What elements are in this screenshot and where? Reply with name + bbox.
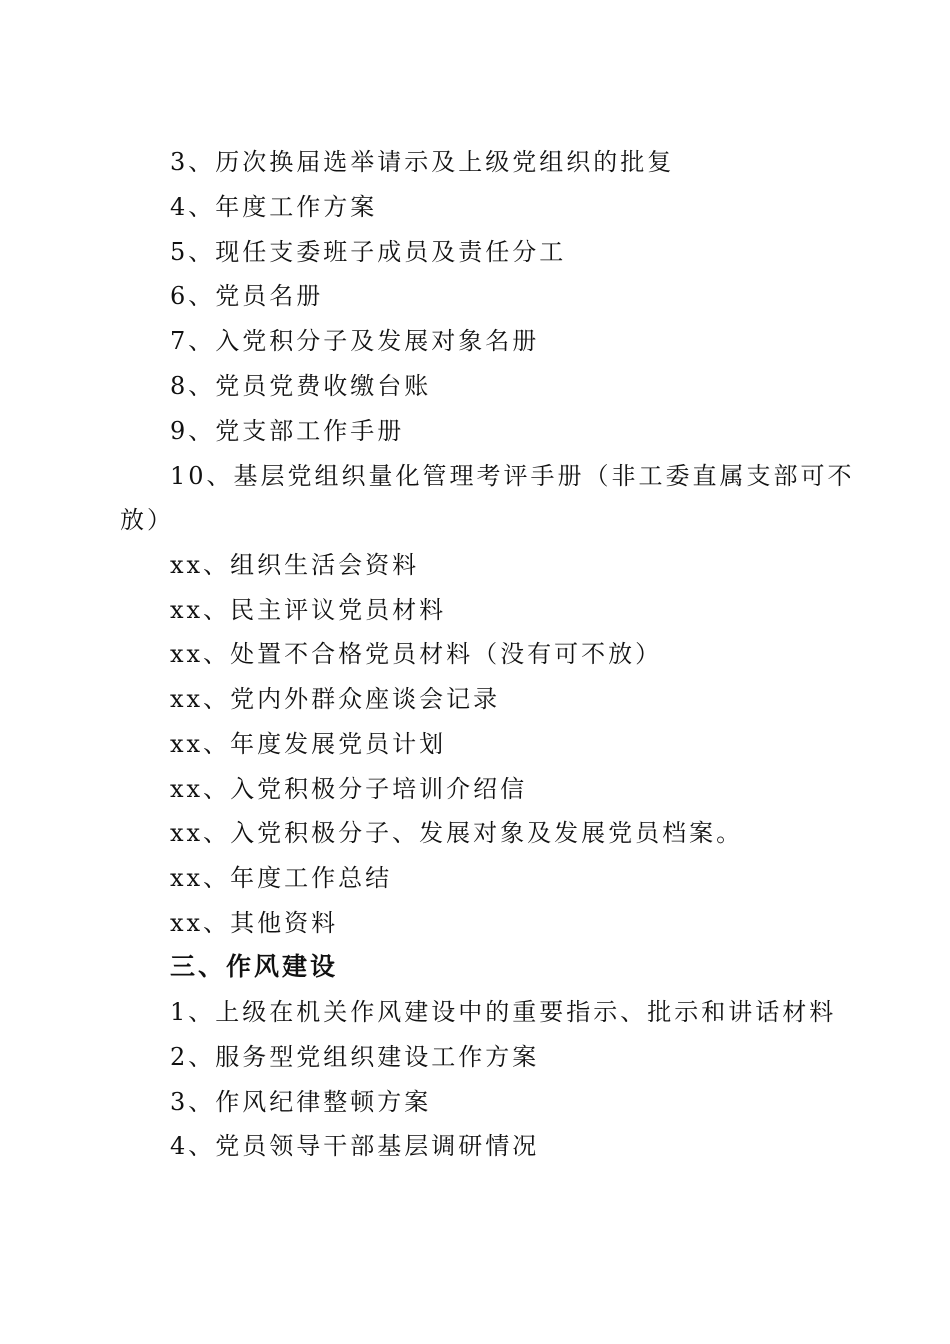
list-item: 3、作风纪律整顿方案 — [170, 1088, 432, 1116]
list-item: 3、历次换届选举请示及上级党组织的批复 — [170, 148, 675, 176]
list-item: 5、现任支委班子成员及责任分工 — [170, 238, 567, 266]
list-item: 9、党支部工作手册 — [170, 417, 405, 445]
list-item: 7、入党积分子及发展对象名册 — [170, 327, 540, 355]
list-item: xx、入党积极分子培训介绍信 — [170, 775, 528, 803]
list-item: 8、党员党费收缴台账 — [170, 372, 432, 400]
list-item: 4、党员领导干部基层调研情况 — [170, 1132, 540, 1160]
list-item: 6、党员名册 — [170, 282, 324, 310]
list-item: xx、处置不合格党员材料（没有可不放） — [170, 640, 663, 668]
list-item: 1、上级在机关作风建设中的重要指示、批示和讲话材料 — [170, 998, 837, 1026]
list-item: xx、党内外群众座谈会记录 — [170, 685, 501, 713]
list-item: 4、年度工作方案 — [170, 193, 378, 221]
list-item-10-line1: 10、基层党组织量化管理考评手册（非工委直属支部可不 — [170, 462, 855, 490]
list-item: xx、入党积极分子、发展对象及发展党员档案。 — [170, 819, 744, 847]
list-item: xx、年度工作总结 — [170, 864, 393, 892]
list-item: xx、其他资料 — [170, 909, 339, 937]
list-item: xx、民主评议党员材料 — [170, 596, 447, 624]
list-item: xx、年度发展党员计划 — [170, 730, 447, 758]
list-item-10-line2: 放） — [120, 506, 174, 534]
section-heading: 三、作风建设 — [170, 952, 339, 981]
list-item: 2、服务型党组织建设工作方案 — [170, 1043, 540, 1071]
list-item: xx、组织生活会资料 — [170, 551, 420, 579]
